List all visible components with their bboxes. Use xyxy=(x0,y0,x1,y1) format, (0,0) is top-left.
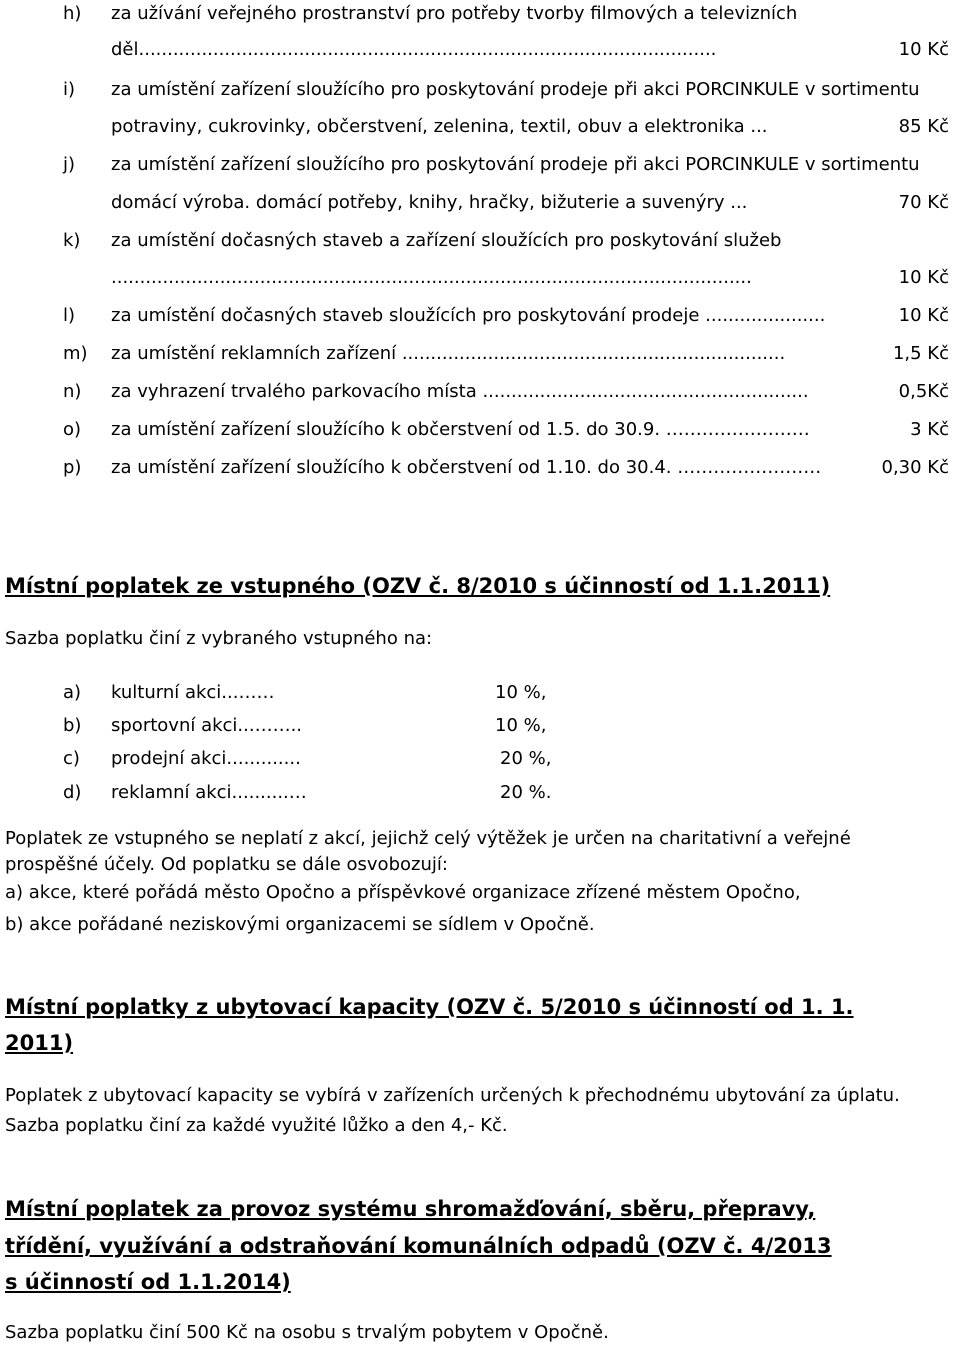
note-line: a) akce, které pořádá město Opočno a příspěvkové organizace zřízené městem Opočno, xyxy=(5,882,801,903)
paragraph-line: Poplatek z ubytovací kapacity se vybírá v zařízeních určených k přechodnému ubytování za úplatu. xyxy=(5,1085,900,1106)
fee-letter: m) xyxy=(63,343,88,364)
fee-letter: h) xyxy=(63,3,82,24)
fee-text: za umístění zařízení sloužícího pro poskytování prodeje při akci PORCINKULE v sortimentu xyxy=(111,154,920,175)
fee-amount: 85 Kč xyxy=(898,116,949,137)
note-line: b) akce pořádané neziskovými organizacemi se sídlem v Opočně. xyxy=(5,914,595,935)
fee-amount: 1,5 Kč xyxy=(892,343,949,364)
fee-text: za umístění dočasných staveb a zařízení sloužících pro poskytování služeb xyxy=(111,230,782,251)
fee-amount: 70 Kč xyxy=(898,192,949,213)
section-heading: Místní poplatek za provoz systému shromažďování, sběru, přepravy, xyxy=(5,1197,816,1221)
rate-label: prodejní akci............. xyxy=(111,748,301,769)
section-heading: Místní poplatky z ubytovací kapacity (OZV č. 5/2010 s účinností od 1. 1. xyxy=(5,995,854,1019)
rate-letter: b) xyxy=(63,715,82,736)
rate-letter: d) xyxy=(63,782,82,803)
fee-letter: n) xyxy=(63,381,82,402)
fee-text: za umístění zařízení sloužícího k občerstvení od 1.5. do 30.9. …………………… xyxy=(111,419,810,440)
note-line: Poplatek ze vstupného se neplatí z akcí, jejichž celý výtěžek je určen na charitativní a veřejné xyxy=(5,828,851,849)
fee-amount: 3 Kč xyxy=(910,419,949,440)
fee-text: potraviny, cukrovinky, občerstvení, zelenina, textil, obuv a elektronika ... xyxy=(111,116,768,137)
fee-letter: l) xyxy=(63,305,76,326)
fee-amount: 0,30 Kč xyxy=(881,457,949,478)
rate-value: 10 %, xyxy=(495,682,547,703)
section-heading: Místní poplatek ze vstupného (OZV č. 8/2010 s účinností od 1.1.2011) xyxy=(5,574,831,598)
fee-amount: 10 Kč xyxy=(898,39,949,60)
rate-label: kulturní akci...…… xyxy=(111,682,275,703)
section-heading: třídění, využívání a odstraňování komunálních odpadů (OZV č. 4/2013 xyxy=(5,1234,832,1258)
fee-letter: j) xyxy=(63,154,76,175)
fee-letter: o) xyxy=(63,419,82,440)
fee-text: za umístění zařízení sloužícího k občerstvení od 1.10. do 30.4. …………………… xyxy=(111,457,822,478)
rate-value: 10 %, xyxy=(495,715,547,736)
paragraph-line: Sazba poplatku činí 500 Kč na osobu s trvalým pobytem v Opočně. xyxy=(5,1322,609,1343)
fee-letter: k) xyxy=(63,230,81,251)
fee-text: domácí výroba. domácí potřeby, knihy, hračky, bižuterie a suvenýry ... xyxy=(111,192,748,213)
fee-text: za umístění zařízení sloužícího pro poskytování prodeje při akci PORCINKULE v sortimentu xyxy=(111,79,920,100)
rate-label: reklamní akci..........… xyxy=(111,782,307,803)
fee-text: za umístění dočasných staveb sloužících pro poskytování prodeje ..................... xyxy=(111,305,826,326)
rate-letter: a) xyxy=(63,682,82,703)
rate-value: 20 %. xyxy=(500,782,552,803)
fee-text: za vyhrazení trvalého parkovacího místa ......................................................... xyxy=(111,381,809,402)
rate-label: sportovní akci...…….. xyxy=(111,715,303,736)
rate-value: 20 %, xyxy=(500,748,552,769)
fee-text: za umístění reklamních zařízení ................................................................... xyxy=(111,343,786,364)
rate-letter: c) xyxy=(63,748,80,769)
fee-amount: 10 Kč xyxy=(898,267,949,288)
section-intro: Sazba poplatku činí z vybraného vstupného na: xyxy=(5,628,433,649)
fee-text: za užívání veřejného prostranství pro potřeby tvorby filmových a televizních xyxy=(111,3,798,24)
section-heading: 2011) xyxy=(5,1031,74,1055)
fee-text: ................................................................................................................ xyxy=(111,267,752,288)
fee-amount: 0,5Kč xyxy=(898,381,949,402)
note-line: prospěšné účely. Od poplatku se dále osvobozují: xyxy=(5,854,448,875)
fee-letter: p) xyxy=(63,457,82,478)
paragraph-line: Sazba poplatku činí za každé využité lůžko a den 4,- Kč. xyxy=(5,1115,508,1136)
fee-letter: i) xyxy=(63,79,76,100)
section-heading: s účinností od 1.1.2014) xyxy=(5,1270,291,1294)
fee-amount: 10 Kč xyxy=(898,305,949,326)
fee-text: děl..................................................................................................... xyxy=(111,39,717,60)
